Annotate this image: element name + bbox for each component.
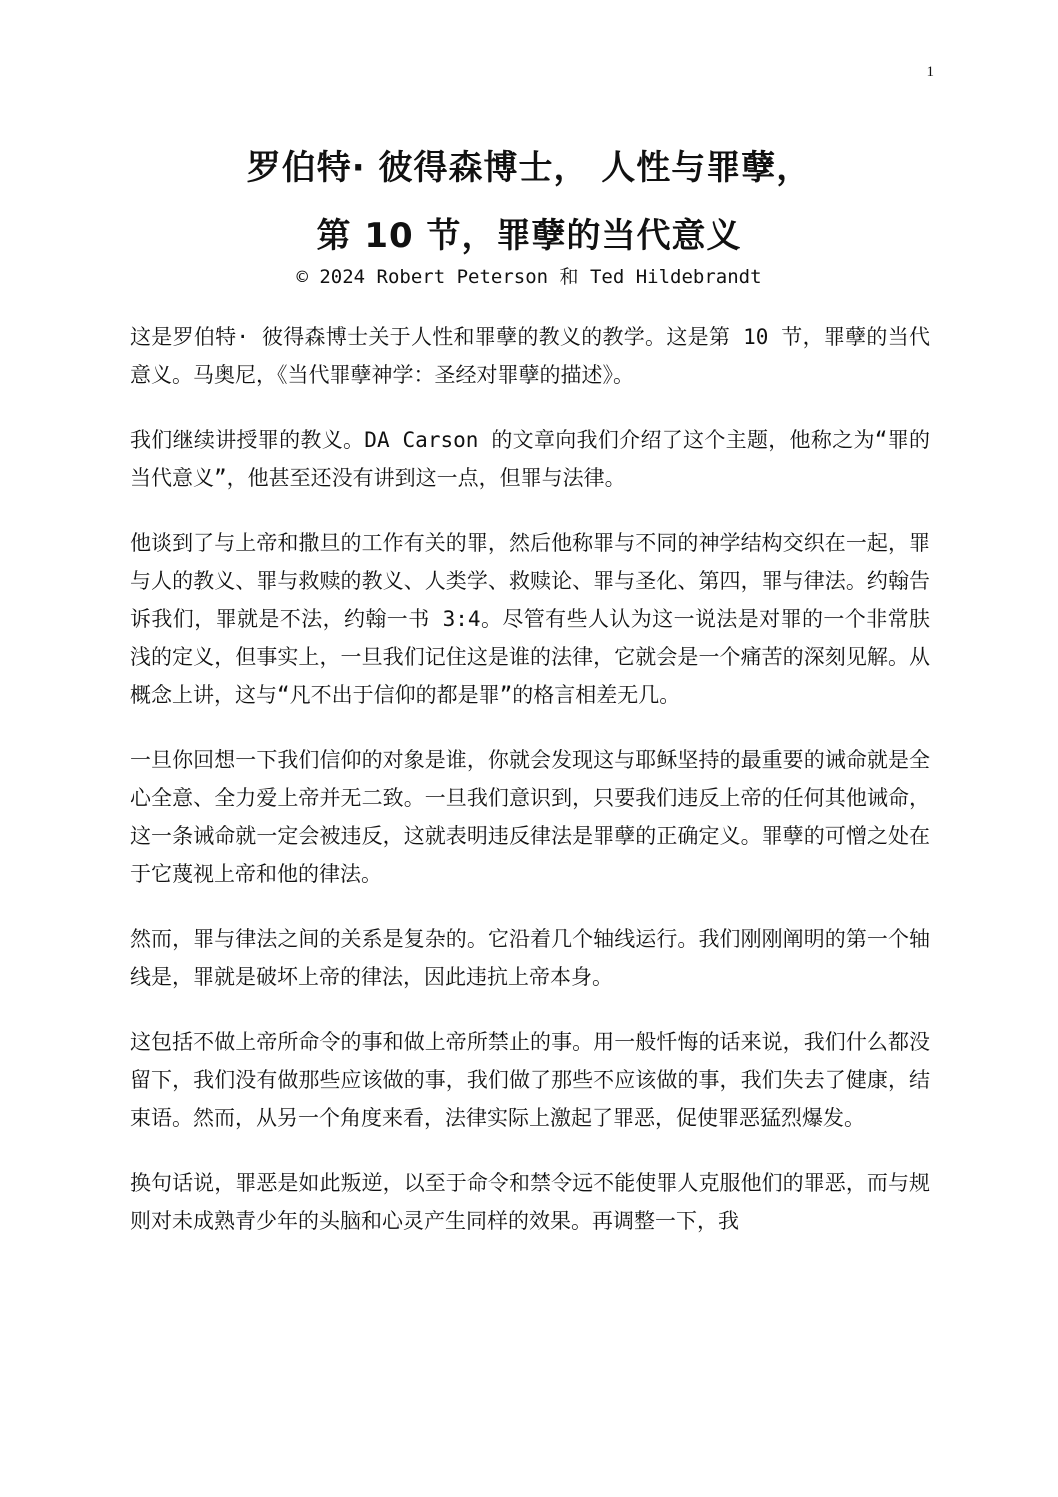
paragraph-2: 我们继续讲授罪的教义。DA Carson 的文章向我们介绍了这个主题，他称之为“罪的当代意义”，他甚至还没有讲到这一点，但罪与法律。	[130, 428, 930, 490]
paragraph-5: 然而，罪与律法之间的关系是复杂的。它沿着几个轴线运行。我们刚刚阐明的第一个轴线是，罪就是破坏上帝的律法，因此违抗上帝本身。	[130, 927, 930, 989]
paragraph-7: 换句话说，罪恶是如此叛逆，以至于命令和禁令远不能使罪人克服他们的罪恶，而与规则对未成熟青少年的头脑和心灵产生同样的效果。再调整一下，我	[130, 1171, 930, 1233]
paragraph-3: 他谈到了与上帝和撒旦的工作有关的罪，然后他称罪与不同的神学结构交织在一起，罪与人的教义、罪与救赎的教义、人类学、救赎论、罪与圣化、第四，罪与律法。约翰告诉我们，罪就是不法，约翰一书 3:4。尽管有些人认为这一说法是对罪的一个非常肤浅的定义，但事实上，一旦我们记住这是谁的法律，它就会是一个痛苦的深刻见解。从概念上讲，这与“凡不出于信仰的都是罪”的格言相差无几。	[130, 531, 930, 707]
paragraph-6: 这包括不做上帝所命令的事和做上帝所禁止的事。用一般忏悔的话来说，我们什么都没留下，我们没有做那些应该做的事，我们做了那些不应该做的事，我们失去了健康，结束语。然而，从另一个角度来看，法律实际上激起了罪恶，促使罪恶猛烈爆发。	[130, 1030, 930, 1130]
paragraph-1: 这是罗伯特· 彼得森博士关于人性和罪孽的教义的教学。这是第 10 节，罪孽的当代意义。马奥尼，《当代罪孽神学：圣经对罪孽的描述》。	[130, 325, 930, 387]
copyright-line: © 2024 Robert Peterson 和 Ted Hildebrandt	[296, 266, 762, 288]
title-line-2: 第 10 节，罪孽的当代意义	[316, 216, 742, 256]
paragraph-4: 一旦你回想一下我们信仰的对象是谁，你就会发现这与耶稣坚持的最重要的诫命就是全心全意、全力爱上帝并无二致。一旦我们意识到，只要我们违反上帝的任何其他诫命，这一条诫命就一定会被违反，这就表明违反律法是罪孽的正确定义。罪孽的可憎之处在于它蔑视上帝和他的律法。	[130, 748, 930, 886]
body-text	[130, 318, 930, 1267]
title-line-1: 罗伯特· 彼得森博士， 人性与罪孽，	[246, 148, 812, 188]
page-number: 1	[926, 64, 934, 80]
